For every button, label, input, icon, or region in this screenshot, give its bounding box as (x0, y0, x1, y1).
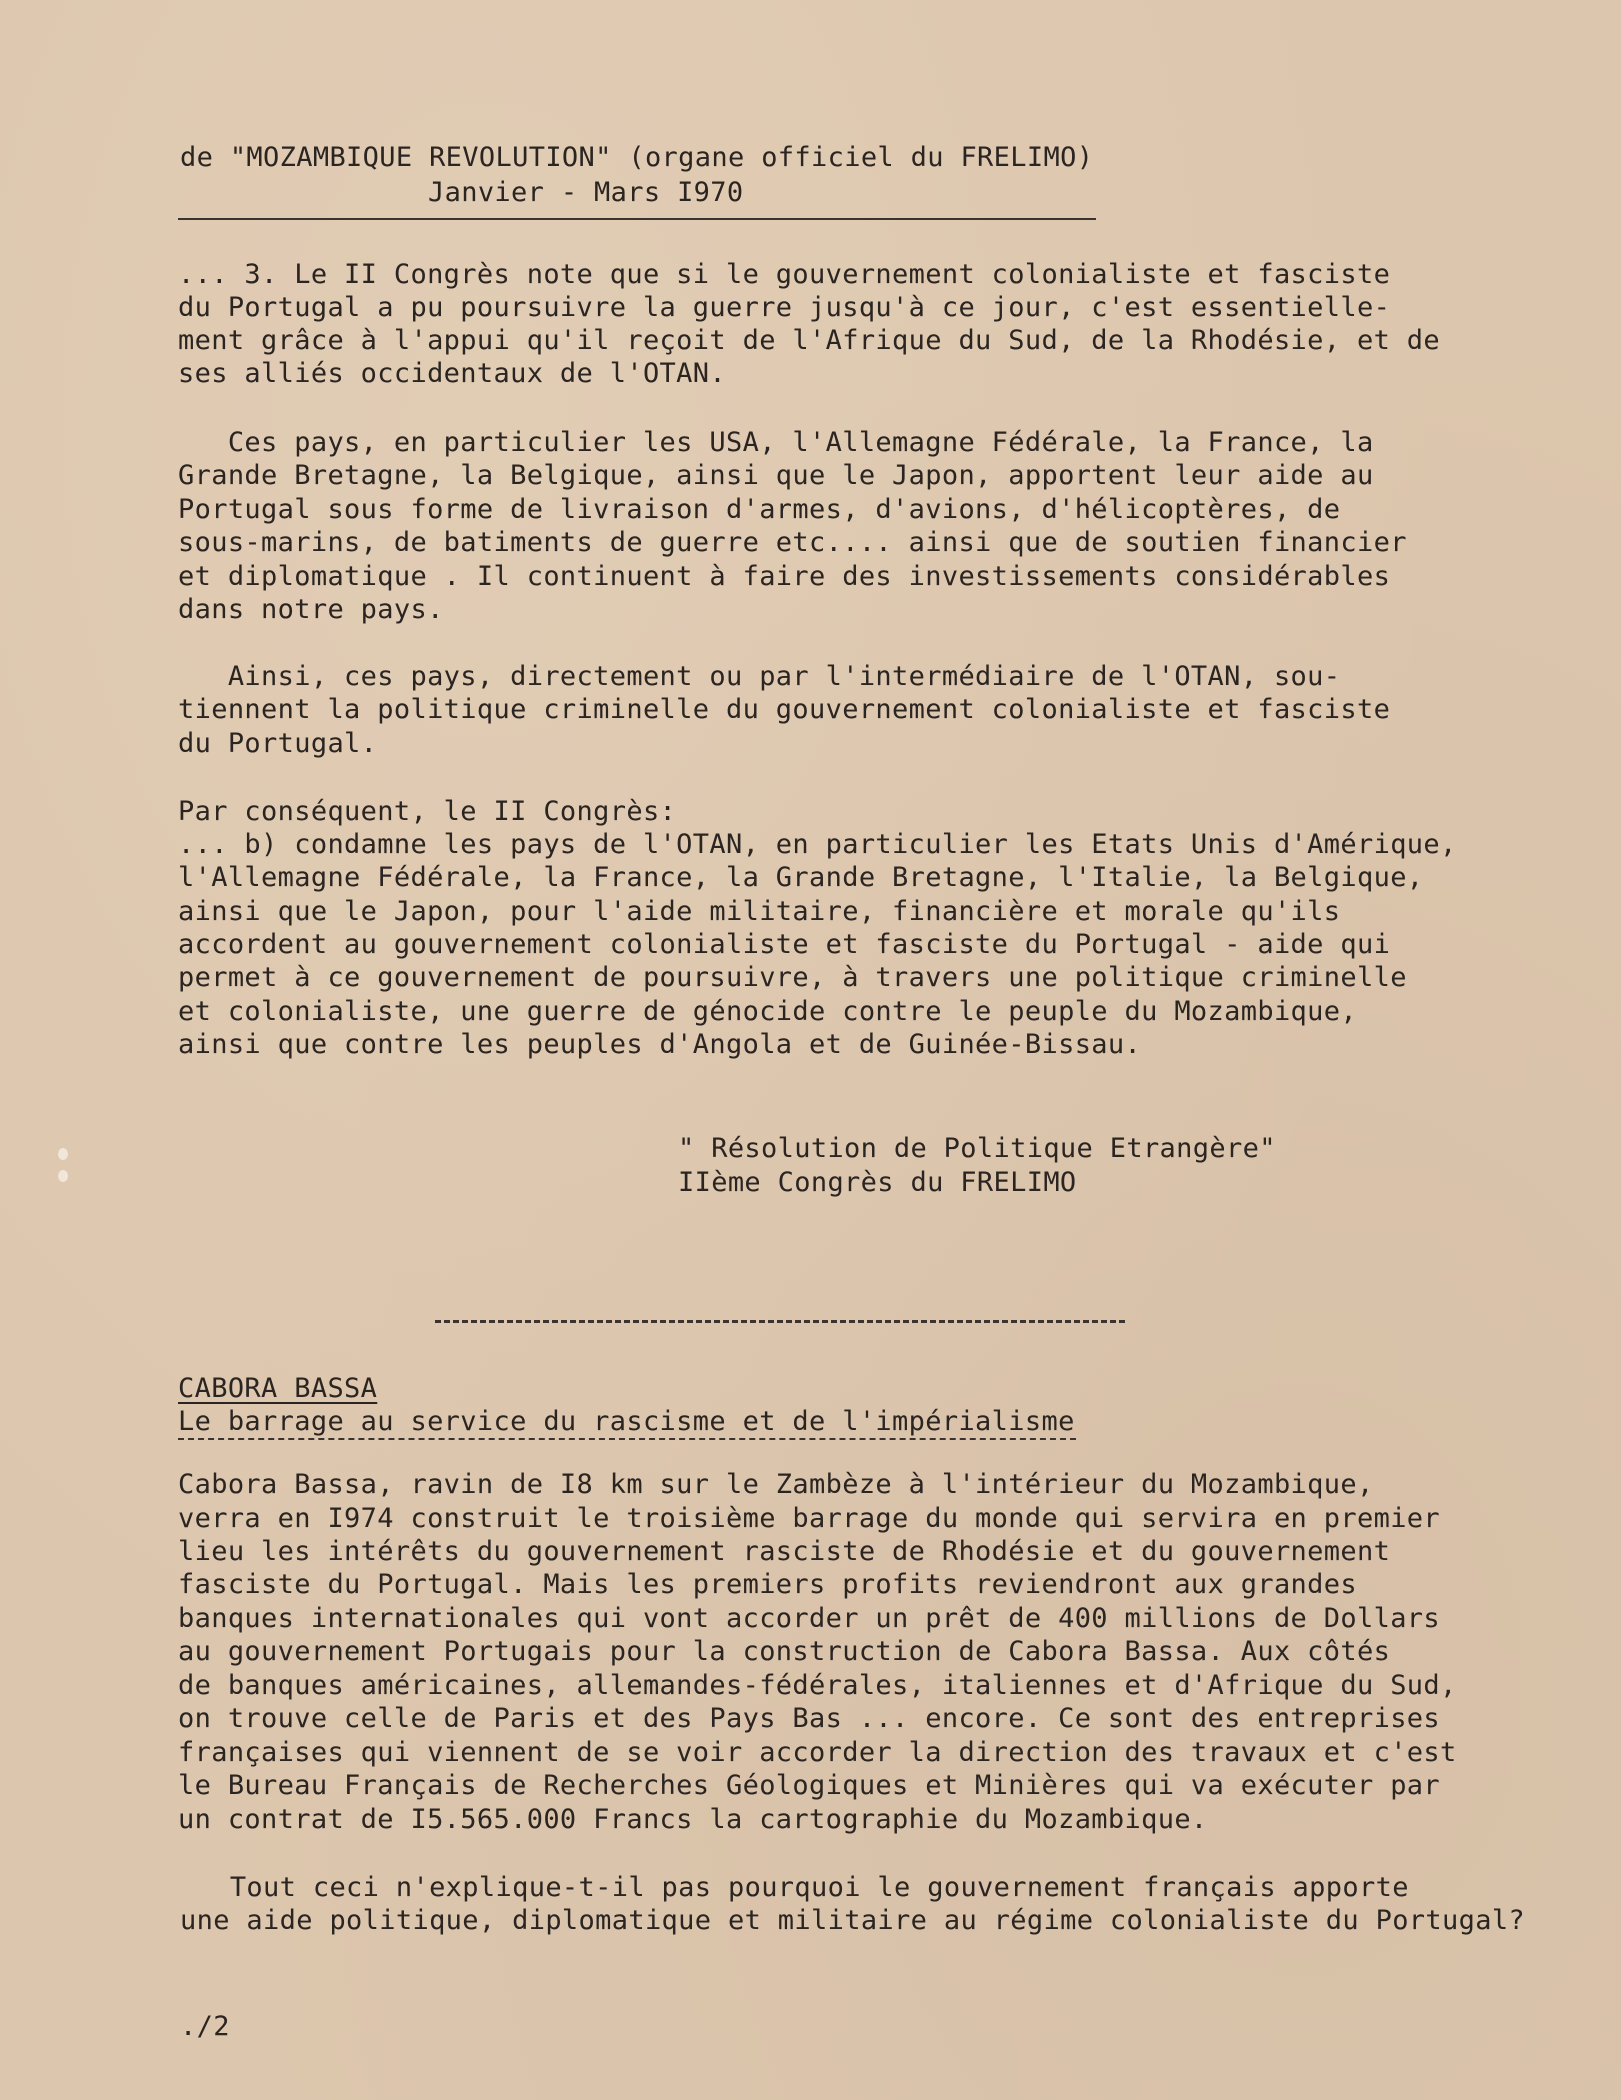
punch-hole (58, 1170, 68, 1182)
text-line: le Bureau Français de Recherches Géologiques et Minières qui va exécuter par (178, 1770, 1441, 1801)
text-line: Ainsi, ces pays, directement ou par l'intermédiaire de l'OTAN, sou- (178, 661, 1341, 692)
subtitle-underline (178, 1438, 1076, 1440)
punch-hole (58, 1148, 68, 1160)
section-title: CABORA BASSA (178, 1373, 378, 1404)
text-line: françaises qui viennent de se voir accorder la direction des travaux et c'est (178, 1737, 1457, 1768)
text-line: un contrat de I5.565.000 Francs la cartographie du Mozambique. (178, 1804, 1208, 1835)
text-line: Cabora Bassa, ravin de I8 km sur le Zambèze à l'intérieur du Mozambique, (178, 1469, 1374, 1500)
text-line: Tout ceci n'explique-t-il pas pourquoi le gouvernement français apporte (180, 1872, 1409, 1903)
text-line: Par conséquent, le II Congrès: (178, 796, 677, 827)
text-line: dans notre pays. (178, 594, 444, 625)
text-line: fasciste du Portugal. Mais les premiers profits reviendront aux grandes (178, 1569, 1357, 1600)
section-separator (435, 1320, 1125, 1323)
text-line: lieu les intérêts du gouvernement rasciste de Rhodésie et du gouvernement (178, 1536, 1391, 1567)
text-line: de banques américaines, allemandes-fédérales, italiennes et d'Afrique du Sud, (178, 1670, 1457, 1701)
text-line: l'Allemagne Fédérale, la France, la Grande Bretagne, l'Italie, la Belgique, (178, 862, 1424, 893)
header-rule (178, 218, 1096, 220)
text-line: verra en I974 construit le troisième barrage du monde qui servira en premier (178, 1503, 1441, 1534)
text-line: banques internationales qui vont accorder un prêt de 400 millions de Dollars (178, 1603, 1441, 1634)
section-subtitle: Le barrage au service du rascisme et de l'impérialisme (178, 1406, 1075, 1437)
text-line: au gouvernement Portugais pour la construction de Cabora Bassa. Aux côtés (178, 1636, 1391, 1667)
text-line: ment grâce à l'appui qu'il reçoit de l'Afrique du Sud, de la Rhodésie, et de (178, 325, 1441, 356)
text-line: permet à ce gouvernement de poursuivre, à travers une politique criminelle (178, 962, 1407, 993)
text-line: Grande Bretagne, la Belgique, ainsi que le Japon, apportent leur aide au (178, 460, 1374, 491)
header-source: de "MOZAMBIQUE REVOLUTION" (organe officiel du FRELIMO) (180, 142, 1094, 173)
text-line: ainsi que le Japon, pour l'aide militaire, financière et morale qu'ils (178, 896, 1341, 927)
page-marker: ./2 (180, 2011, 230, 2042)
text-line: sous-marins, de batiments de guerre etc.... ainsi que de soutien financier (178, 527, 1407, 558)
text-line: ses alliés occidentaux de l'OTAN. (178, 358, 726, 389)
text-line: ... b) condamne les pays de l'OTAN, en particulier les Etats Unis d'Amérique, (178, 829, 1457, 860)
text-line: accordent au gouvernement colonialiste et fasciste du Portugal - aide qui (178, 929, 1391, 960)
header-date: Janvier - Mars I970 (428, 177, 744, 208)
text-line: une aide politique, diplomatique et militaire au régime colonialiste du Portugal? (180, 1905, 1526, 1936)
text-line: " Résolution de Politique Etrangère" (678, 1133, 1276, 1164)
text-line: IIème Congrès du FRELIMO (678, 1167, 1077, 1198)
text-line: tiennent la politique criminelle du gouvernement colonialiste et fasciste (178, 694, 1391, 725)
text-line: on trouve celle de Paris et des Pays Bas ... encore. Ce sont des entreprises (178, 1703, 1441, 1734)
text-line: ainsi que contre les peuples d'Angola et de Guinée-Bissau. (178, 1029, 1142, 1060)
text-line: et colonialiste, une guerre de génocide contre le peuple du Mozambique, (178, 996, 1357, 1027)
text-line: Ces pays, en particulier les USA, l'Allemagne Fédérale, la France, la (178, 427, 1374, 458)
text-line: du Portugal a pu poursuivre la guerre jusqu'à ce jour, c'est essentielle- (178, 292, 1391, 323)
text-line: Portugal sous forme de livraison d'armes, d'avions, d'hélicoptères, de (178, 494, 1341, 525)
text-line: du Portugal. (178, 728, 378, 759)
text-line: et diplomatique . Il continuent à faire des investissements considérables (178, 561, 1391, 592)
text-line: ... 3. Le II Congrès note que si le gouvernement colonialiste et fasciste (178, 259, 1391, 290)
